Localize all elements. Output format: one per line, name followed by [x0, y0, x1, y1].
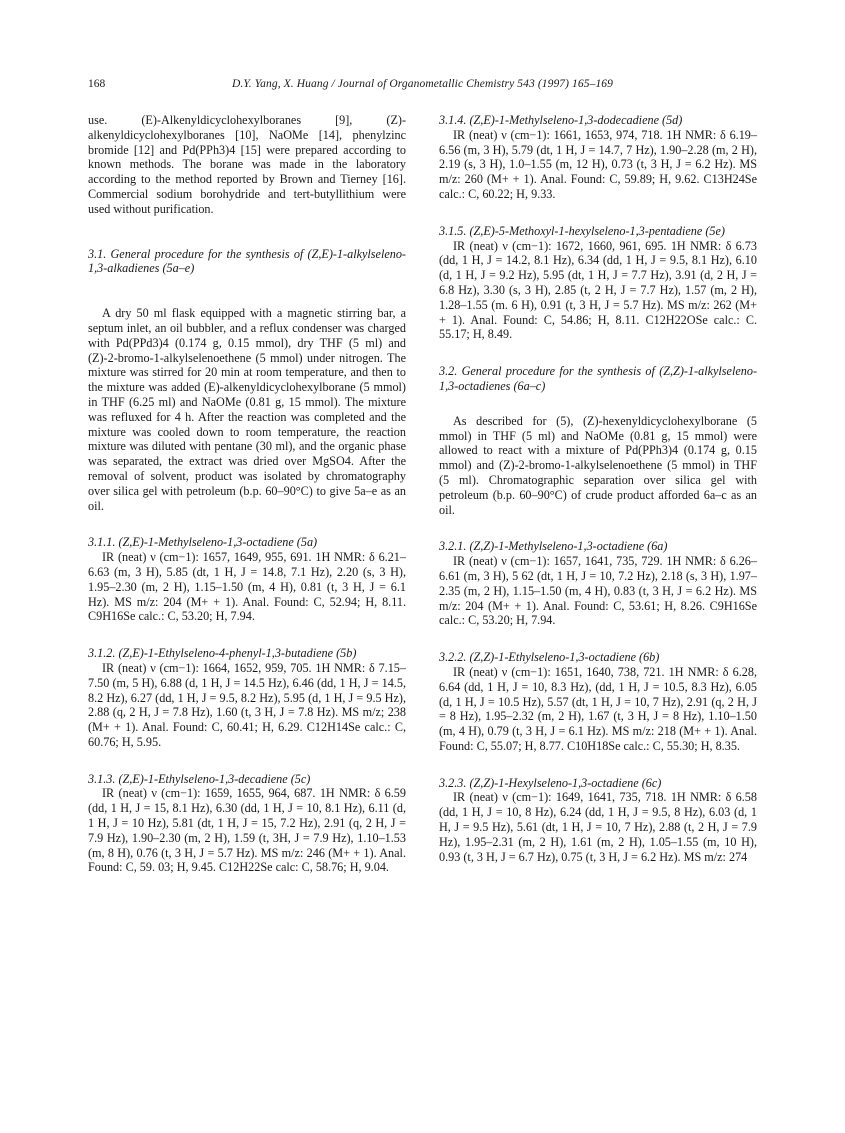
section-3-2-2-body: IR (neat) ν (cm−1): 1651, 1640, 738, 721. 1H NMR: δ 6.28, 6.64 (dd, 1 H, J = 10, 8.3 Hz), (dd, 1 H, J = 10.5, 8.3 Hz), 6.05 (d, 1 H, J = 10.5 Hz), 5.57 (dt, 1 H, J = 10, 7 Hz), 2.91 (q, 2 H, J = 8 Hz), 1.95–2.32 (m, 2 H), 1.67 (t, 3 H, J = 8 Hz), 1.10–1.50 (m, 4 H), 0.79 (t, 3 H, J = 6.1 Hz). MS m/z: 218 (M+ + 1). Anal. Found: C, 55.07; H, 8.77. C10H18Se calc.: C, 55.30; H, 8.35.: [439, 664, 757, 753]
section-3-1-5-body: IR (neat) ν (cm−1): 1672, 1660, 961, 695. 1H NMR: δ 6.73 (dd, 1 H, J = 14.2, 8.1 Hz), 6.34 (dd, 1 H, J = 9.5, 8.1 Hz), 6.10 (d, 1 H, J = 9.2 Hz), 5.95 (dt, 1 H, J = 7.7 Hz), 3.91 (d, 2 H, J = 6.8 Hz), 3.30 (s, 3 H), 2.85 (t, 2 H, J = 7.7 Hz), 1.57 (m, 2 H), 1.28–1.55 (m. 6 H), 0.91 (t, 3 H, J = 5.7 Hz). MS m/z: 262 (M+ + 1). Anal. Found: C, 54.86; H, 8.11. C12H22OSe calc.: C. 55.17; H, 8.49.: [439, 238, 757, 342]
right-column: [439, 113, 757, 864]
section-3-1-2-body: IR (neat) ν (cm−1): 1664, 1652, 959, 705. 1H NMR: δ 7.15–7.50 (m, 5 H), 6.88 (d, 1 H, J = 14.5 Hz), 6.46 (dd, 1 H, J = 14.5, 8.2 Hz), 6.27 (dd, 1 H, J = 9.5, 8.2 Hz), 5.95 (d, 1 H, J = 9.5 Hz), 2.88 (q, 2 H, J = 7.8 Hz), 1.60 (t, 3 H, J = 7.8 Hz). MS m/z; 238 (M+ + 1). Anal. Found: C, 60.41; H, 6.29. C12H14Se calc.: C, 60.76; H, 5.95.: [88, 660, 406, 749]
section-3-1-title: 3.1. General procedure for the synthesis of (Z,E)-1-alkylseleno-1,3-alkadienes (5a–e): [88, 246, 406, 276]
section-3-1-4-title: 3.1.4. (Z,E)-1-Methylseleno-1,3-dodecadiene (5d): [439, 113, 683, 127]
section-3-1-1-title: 3.1.1. (Z,E)-1-Methylseleno-1,3-octadiene (5a): [88, 535, 318, 550]
section-3-2-body: As described for (5), (Z)-hexenyldicyclohexylborane (5 mmol) in THF (5 ml) and NaOMe (0.81 g, 15 mmol) were allowed to react with a mixture of Pd(PPh3)4 (0.174 g, 0.15 mmol) and (Z)-2-bromo-1-alkylselenoethene (5 mmol) in THF (5 ml). Chromatographic separation over silica gel with petroleum (b.p. 60–90°C) of crude product afforded 6a–c as an oil.: [439, 413, 757, 517]
section-3-2-3-body: IR (neat) ν (cm−1): 1649, 1641, 735, 718. 1H NMR: δ 6.58 (dd, 1 H, J = 10, 8 Hz), 6.24 (dd, 1 H, J = 9.5, 8 Hz), 6.03 (d, 1 H, J = 9.5 Hz), 5.61 (dt, 1 H, J = 10, 7 Hz), 2.88 (t, 2 H, J = 7.9 Hz), 1.95–2.31 (m, 2 H), 1.61 (m, 2 H), 1.05–1.55 (m, 10 H), 0.93 (t, 3 H, J = 6.7 Hz), 0.75 (t, 3 H, J = 6.2 Hz). MS m/z: 274: [439, 790, 757, 864]
section-3-2-1-body: IR (neat) ν (cm−1): 1657, 1641, 735, 729. 1H NMR: δ 6.26–6.61 (m, 3 H), 5 62 (dt, 1 H, J = 10, 7.2 Hz), 2.18 (s, 3 H), 1.97–2.35 (m, 2 H), 1.15–1.50 (m, 4 H), 0.83 (t, 3 H, J = 6.2 Hz). MS m/z: 204 (M+ + 1). Anal. Found: C, 53.61; H, 8.26. C9H16Se calc.: C, 53.20; H, 7.94.: [439, 554, 757, 628]
running-head: D.Y. Yang, X. Huang / Journal of Organometallic Chemistry 543 (1997) 165–169: [231, 78, 614, 90]
section-3-1-5-title: 3.1.5. (Z,E)-5-Methoxyl-1-hexylseleno-1,3-pentadiene (5e): [439, 223, 725, 238]
left-column: [88, 113, 406, 875]
page-number: 168: [88, 78, 106, 90]
page-header: [88, 78, 757, 96]
section-3-2-title: 3.2. General procedure for the synthesis of (Z,Z)-1-alkylseleno-1,3-octadienes (6a–c): [439, 364, 757, 393]
section-3-2-3-title: 3.2.3. (Z,Z)-1-Hexylseleno-1,3-octadiene (6c): [439, 775, 662, 790]
section-3-1-3-title: 3.1.3. (Z,E)-1-Ethylseleno-1,3-decadiene (5c): [88, 771, 311, 786]
section-3-1-1-body: IR (neat) ν (cm−1): 1657, 1649, 955, 691. 1H NMR: δ 6.21–6.63 (m, 3 H), 5.85 (dt, 1 H, J = 14.8, 7.1 Hz), 2.20 (s, 3 H), 1.95–2.30 (m, 2 H), 1.15–1.50 (m, 4 H), 0.81 (t, 3 H, J = 6.1 Hz). MS m/z: 204 (M+ + 1). Anal. Found: C, 52.94; H, 8.11. C9H16Se calc.: C, 53.20; H, 7.94.: [88, 550, 406, 624]
section-3-2-1-title: 3.2.1. (Z,Z)-1-Methylseleno-1,3-octadiene (6a): [439, 539, 668, 554]
section-3-2-2-title: 3.2.2. (Z,Z)-1-Ethylseleno-1,3-octadiene (6b): [439, 650, 660, 665]
intro-paragraph: use. (E)-Alkenyldicyclohexylboranes [9], (Z)-alkenyldicyclohexylboranes [10], NaOMe [14], phenylzinc bromide [12] and Pd(PPh3)4 [15] were prepared according to known methods. The borane was made in the laboratory according to the method reported by Brown and Tierney [16]. Commercial sodium borohydride and tert-butyllithium were used without purification.: [88, 113, 406, 216]
section-3-1-body: A dry 50 ml flask equipped with a magnetic stirring bar, a septum inlet, an oil bubbler, and a reflux condenser was charged with Pd(PPd3)4 (0.174 g, 0.15 mmol), dry THF (5 ml) and (Z)-2-bromo-1-alkylselenoethene (5 mmol) under nitrogen. The mixture was stirred for 20 min at room temperature, and then to the mixture was added (E)-alkenyldicyclohexylborane (5 mmol) in THF (6.25 ml) and NaOMe (0.81 g, 15 mmol). The mixture was refluxed for 4 h. After the reaction was completed and the mixture was cooled down to room temperature, the reaction mixture was diluted with pentane (30 ml), and the organic phase was separated, the extract was dried over MgSO4. After the removal of solvent, product was isolated by chromatography over silica gel with petroleum (b.p. 60–90°C) to give 5a–e as an oil.: [88, 306, 406, 513]
section-3-1-3-body: IR (neat) ν (cm−1): 1659, 1655, 964, 687. 1H NMR: δ 6.59 (dd, 1 H, J = 15, 8.1 Hz), 6.30 (dd, 1 H, J = 10, 8.1 Hz), 6.11 (d, 1 H, J = 10 Hz), 5.81 (dt, 1 H, J = 15, 7.2 Hz), 2.91 (q, 2 H, J = 7.9 Hz), 1.90–2.30 (m, 2 H), 1.59 (t, 3H, J = 7.9 Hz), 1.10–1.53 (m, 8 H), 0.76 (t, 3 H, J = 5.7 Hz). MS m/z: 246 (M+ + 1). Anal. Found: C, 59. 03; H, 9.45. C12H22Se calc: C, 58.76; H, 9.04.: [88, 786, 406, 875]
section-3-1-2-title: 3.1.2. (Z,E)-1-Ethylseleno-4-phenyl-1,3-butadiene (5b): [88, 646, 357, 661]
section-3-1-4-body: IR (neat) ν (cm−1): 1661, 1653, 974, 718. 1H NMR: δ 6.19–6.56 (m, 3 H), 5.79 (dt, 1 H, J = 14.7, 7 Hz), 1.90–2.28 (m, 2 H), 2.19 (s, 3 H), 1.0–1.55 (m, 12 H), 0.73 (t, 3 H, J = 6.2 Hz). MS m/z: 260 (M+ + 1). Anal. Found: C, 59.89; H, 9.62. C13H24Se calc.: C, 60.22; H, 9.33.: [439, 127, 757, 201]
